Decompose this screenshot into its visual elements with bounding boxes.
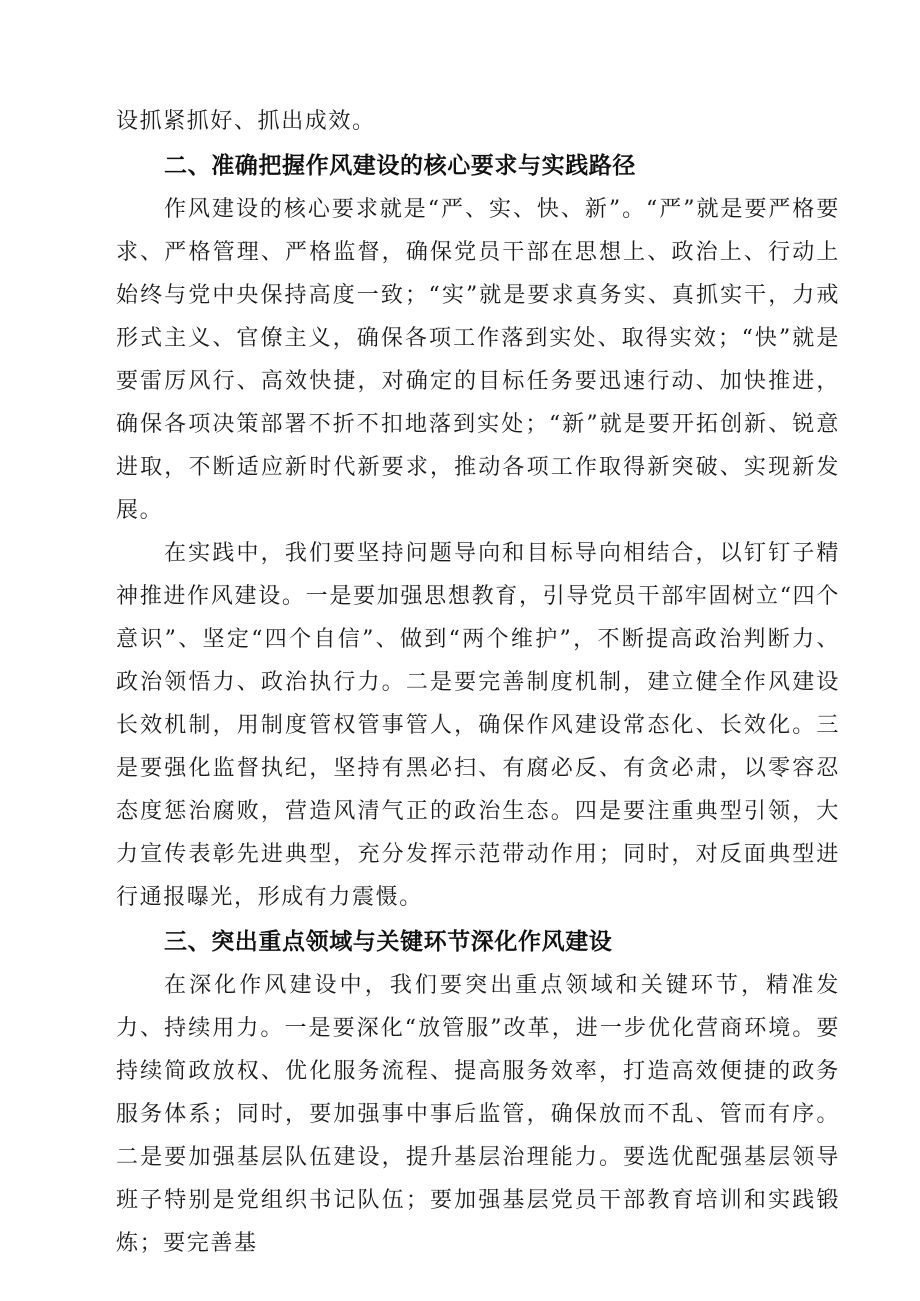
- document-page: [116, 100, 840, 1265]
- section-2-paragraph-2: 在实践中，我们要坚持问题导向和目标导向相结合，以钉钉子精神推进作风建设。一是要加强思想教育，引导党员干部牢固树立“四个意识”、坚定“四个自信”、做到“两个维护”，不断提高政治判断力、政治领悟力、政治执行力。二是要完善制度机制，建立健全作风建设长效机制，用制度管权管事管人，确保作风建设常态化、长效化。三是要强化监督执纪，坚持有黑必扫、有腐必反、有贪必肃，以零容忍态度惩治腐败，营造风清气正的政治生态。四是要注重典型引领，大力宣传表彰先进典型，充分发挥示范带动作用；同时，对反面典型进行通报曝光，形成有力震慑。: [116, 541, 840, 910]
- section-2-heading: 二、准确把握作风建设的核心要求与实践路径: [164, 153, 636, 179]
- continuation-paragraph: 设抓紧抓好、抓出成效。: [116, 109, 376, 134]
- section-3-heading: 三、突出重点领域与关键环节深化作风建设: [164, 929, 613, 955]
- section-3-paragraph-1: 在深化作风建设中，我们要突出重点领域和关键环节，精准发力、持续用力。一是要深化“放管服”改革，进一步优化营商环境。要持续简政放权、优化服务流程、提高服务效率，打造高效便捷的政务服务体系；同时，要加强事中事后监管，确保放而不乱、管而有序。二是要加强基层队伍建设，提升基层治理能力。要选优配强基层领导班子特别是党组织书记队伍；要加强基层党员干部教育培训和实践锻炼；要完善基: [116, 973, 840, 1256]
- section-2-paragraph-1: 作风建设的核心要求就是“严、实、快、新”。“严”就是要严格要求、严格管理、严格监督，确保党员干部在思想上、政治上、行动上始终与党中央保持高度一致；“实”就是要求真务实、真抓实干，力戒形式主义、官僚主义，确保各项工作落到实处、取得实效；“快”就是要雷厉风行、高效快捷，对确定的目标任务要迅速行动、加快推进，确保各项决策部署不折不扣地落到实处；“新”就是要开拓创新、锐意进取，不断适应新时代新要求，推动各项工作取得新突破、实现新发展。: [116, 197, 840, 523]
